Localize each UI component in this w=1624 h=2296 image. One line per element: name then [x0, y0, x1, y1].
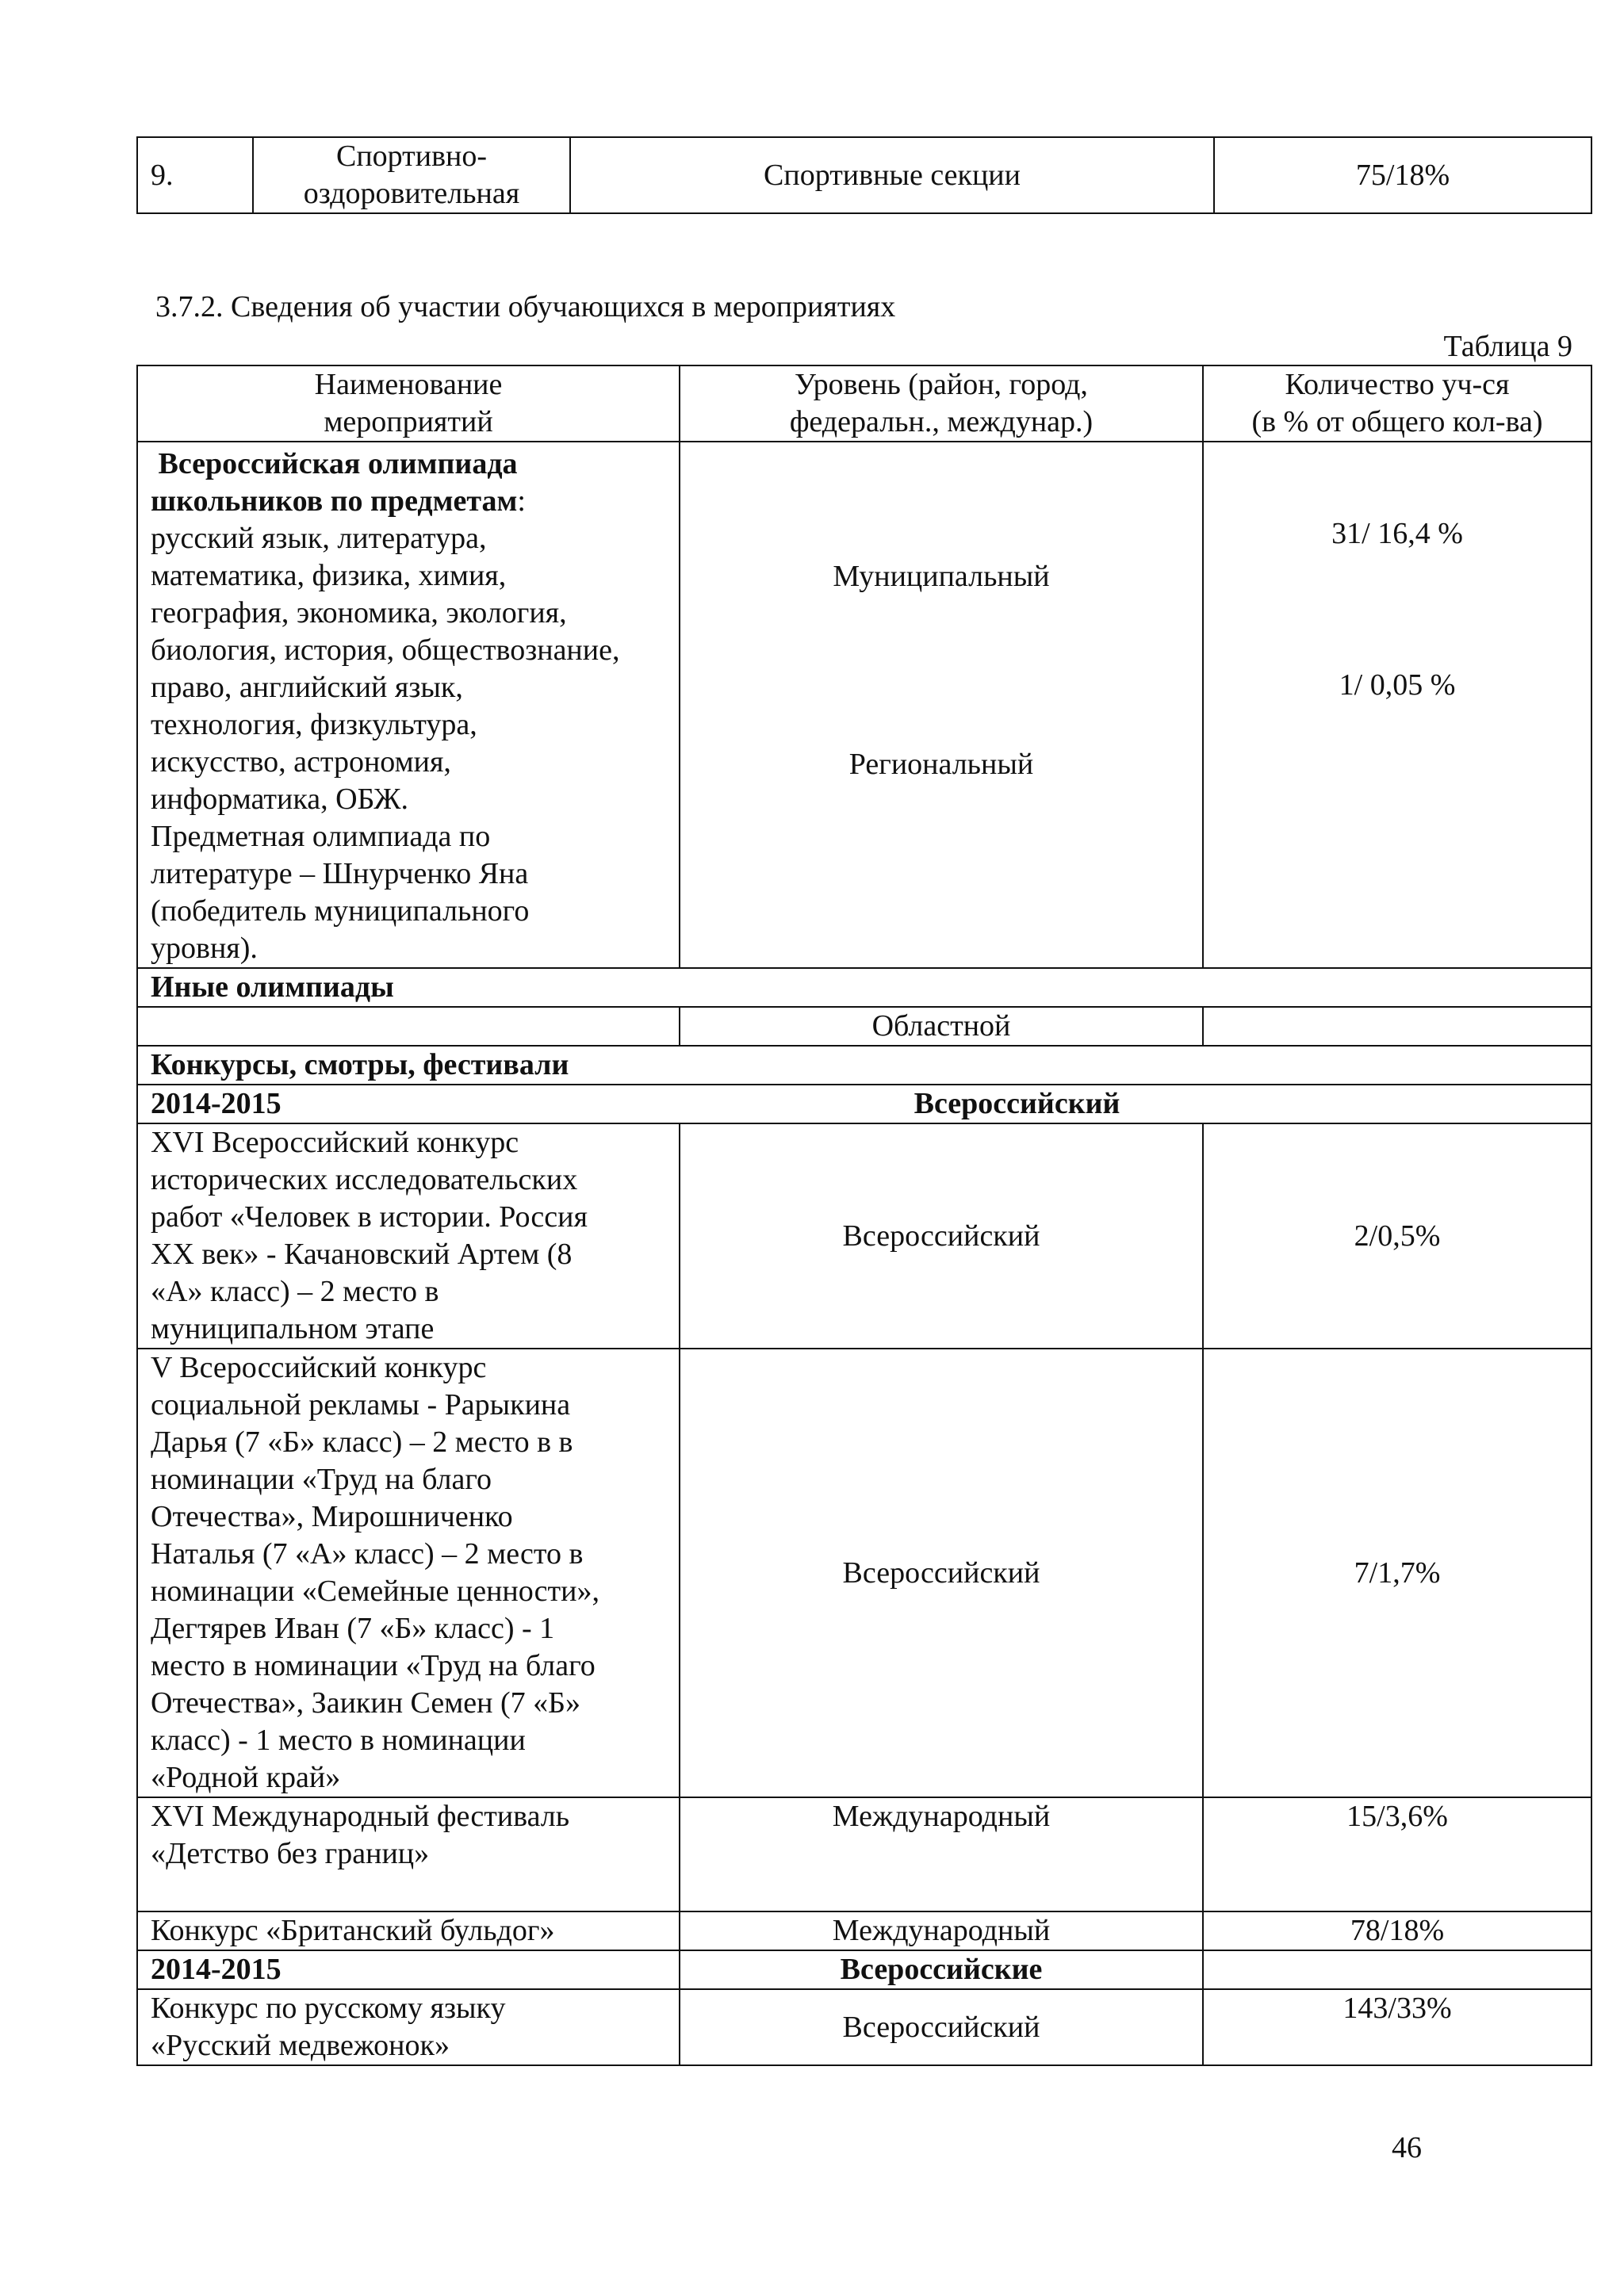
- olympiad-line: технология, физкультура,: [151, 708, 477, 741]
- olympiad-level-cell: [680, 442, 1203, 968]
- events-table: [136, 365, 1592, 2066]
- event-count: 2/0,5%: [1203, 1123, 1591, 1349]
- event-line: «А» класс) – 2 место в: [151, 1275, 439, 1308]
- table-row: [137, 137, 1591, 213]
- header-text: (в % от общего кол-ва): [1251, 405, 1543, 438]
- event-line: XX век» - Качановский Артем (8: [151, 1238, 573, 1271]
- event-line: «Родной край»: [151, 1761, 341, 1794]
- event-name: [137, 1797, 680, 1911]
- event-line: XVI Всероссийский конкурс: [151, 1126, 519, 1159]
- olympiad-line: география, экономика, экология,: [151, 596, 567, 629]
- event-line: «Русский медвежонок»: [151, 2029, 450, 2062]
- event-line: класс) - 1 место в номинации: [151, 1724, 526, 1757]
- year-level: Всероссийский: [680, 1085, 1591, 1123]
- table-row: [137, 968, 1591, 1007]
- event-name: [137, 1123, 680, 1349]
- year-label: 2014-2015: [137, 1950, 680, 1989]
- direction-cell: [253, 137, 570, 213]
- event-line: работ «Человек в истории. Россия: [151, 1200, 588, 1234]
- header-name: [137, 365, 680, 442]
- header-level: [680, 365, 1203, 442]
- header-text: Количество уч-ся: [1285, 368, 1510, 401]
- event-line: муниципальном этапе: [151, 1312, 435, 1345]
- level-municipal: Муниципальный: [833, 560, 1050, 593]
- event-level: Всероссийский: [680, 1123, 1203, 1349]
- value-cell: 75/18%: [1214, 137, 1591, 213]
- olympiad-title: Всероссийская олимпиада: [158, 447, 518, 480]
- olympiad-count-cell: [1203, 442, 1591, 968]
- olympiad-line: информатика, ОБЖ.: [151, 783, 408, 816]
- event-line: место в номинации «Труд на благо: [151, 1649, 596, 1682]
- table-row: [137, 1797, 1591, 1911]
- table-row: [137, 1007, 1591, 1046]
- event-name: [137, 1349, 680, 1797]
- olympiad-line: (победитель муниципального: [151, 894, 530, 928]
- event-level: Всероссийский: [680, 1349, 1203, 1797]
- page-number: 46: [1392, 2131, 1422, 2164]
- event-count: 78/18%: [1203, 1911, 1591, 1950]
- form-cell: Спортивные секции: [570, 137, 1214, 213]
- event-name: [137, 1989, 680, 2065]
- olympiad-line: искусство, астрономия,: [151, 745, 451, 779]
- year-row: [137, 1950, 1591, 1989]
- table-row: [137, 1123, 1591, 1349]
- event-level: Всероссийский: [680, 1989, 1203, 2065]
- direction-line: оздоровительная: [303, 177, 520, 210]
- event-count: 7/1,7%: [1203, 1349, 1591, 1797]
- event-line: Конкурс по русскому языку: [151, 1992, 506, 2025]
- header-text: Уровень (район, город,: [795, 368, 1088, 401]
- level-regional: Региональный: [848, 748, 1034, 781]
- section-caption: 3.7.2. Сведения об участии обучающихся в мероприятиях: [155, 290, 896, 323]
- event-count: 143/33%: [1203, 1989, 1591, 2065]
- olympiad-line: право, английский язык,: [151, 671, 463, 704]
- header-text: мероприятий: [324, 405, 493, 438]
- olympiad-line: Предметная олимпиада по: [151, 820, 491, 853]
- table-row: [137, 1911, 1591, 1950]
- contests-heading: Конкурсы, смотры, фестивали: [137, 1046, 1591, 1085]
- table-row: [137, 442, 1591, 968]
- top-table: [136, 136, 1592, 214]
- event-line: номинации «Труд на благо: [151, 1463, 492, 1496]
- olympiad-cell: [137, 442, 680, 968]
- header-text: федеральн., междунар.): [789, 405, 1094, 438]
- olympiad-line: биология, история, обществознание,: [151, 633, 620, 667]
- event-line: Дегтярев Иван (7 «Б» класс) - 1: [151, 1612, 555, 1645]
- empty-cell: [1203, 1007, 1591, 1046]
- other-olympiads-heading: Иные олимпиады: [137, 968, 1591, 1007]
- event-line: исторических исследовательских: [151, 1163, 578, 1196]
- event-line: V Всероссийский конкурс: [151, 1351, 487, 1384]
- olympiad-line: русский язык, литература,: [151, 522, 487, 555]
- event-line: Дарья (7 «Б» класс) – 2 место в в: [151, 1425, 573, 1459]
- header-row: [137, 365, 1591, 442]
- table-row: [137, 1989, 1591, 2065]
- event-line: Отечества», Заикин Семен (7 «Б»: [151, 1686, 580, 1720]
- year-row: [137, 1085, 1591, 1123]
- olympiad-line: уровня).: [151, 932, 258, 965]
- year-level: Всероссийские: [680, 1950, 1203, 1989]
- count-municipal: 31/ 16,4 %: [1331, 517, 1463, 550]
- event-line: социальной рекламы - Рарыкина: [151, 1388, 571, 1422]
- table-row: [137, 1046, 1591, 1085]
- event-name: Конкурс «Британский бульдог»: [137, 1911, 680, 1950]
- event-level: Международный: [680, 1911, 1203, 1950]
- table-label: Таблица 9: [1443, 330, 1572, 363]
- event-line: Наталья (7 «А» класс) – 2 место в: [151, 1537, 584, 1571]
- olympiad-title-line: школьников по предметам:: [151, 484, 526, 518]
- event-level: Международный: [680, 1797, 1203, 1911]
- direction-line: Спортивно-: [335, 140, 488, 173]
- event-line: номинации «Семейные ценности»,: [151, 1575, 599, 1608]
- year-label: 2014-2015: [137, 1085, 680, 1123]
- oblast-level: Областной: [680, 1007, 1203, 1046]
- event-line: «Детство без границ»: [151, 1837, 430, 1870]
- event-count: 15/3,6%: [1203, 1797, 1591, 1911]
- count-regional: 1/ 0,05 %: [1339, 668, 1456, 702]
- empty-cell: [1203, 1950, 1591, 1989]
- event-line: XVI Международный фестиваль: [151, 1800, 570, 1833]
- olympiad-line: литературе – Шнурченко Яна: [151, 857, 529, 890]
- table-row: [137, 1349, 1591, 1797]
- header-text: Наименование: [314, 368, 503, 401]
- olympiad-line: математика, физика, химия,: [151, 559, 507, 592]
- empty-cell: [137, 1007, 680, 1046]
- event-line: Отечества», Мирошниченко: [151, 1500, 513, 1533]
- row-number: 9.: [137, 137, 253, 213]
- header-count: [1203, 365, 1591, 442]
